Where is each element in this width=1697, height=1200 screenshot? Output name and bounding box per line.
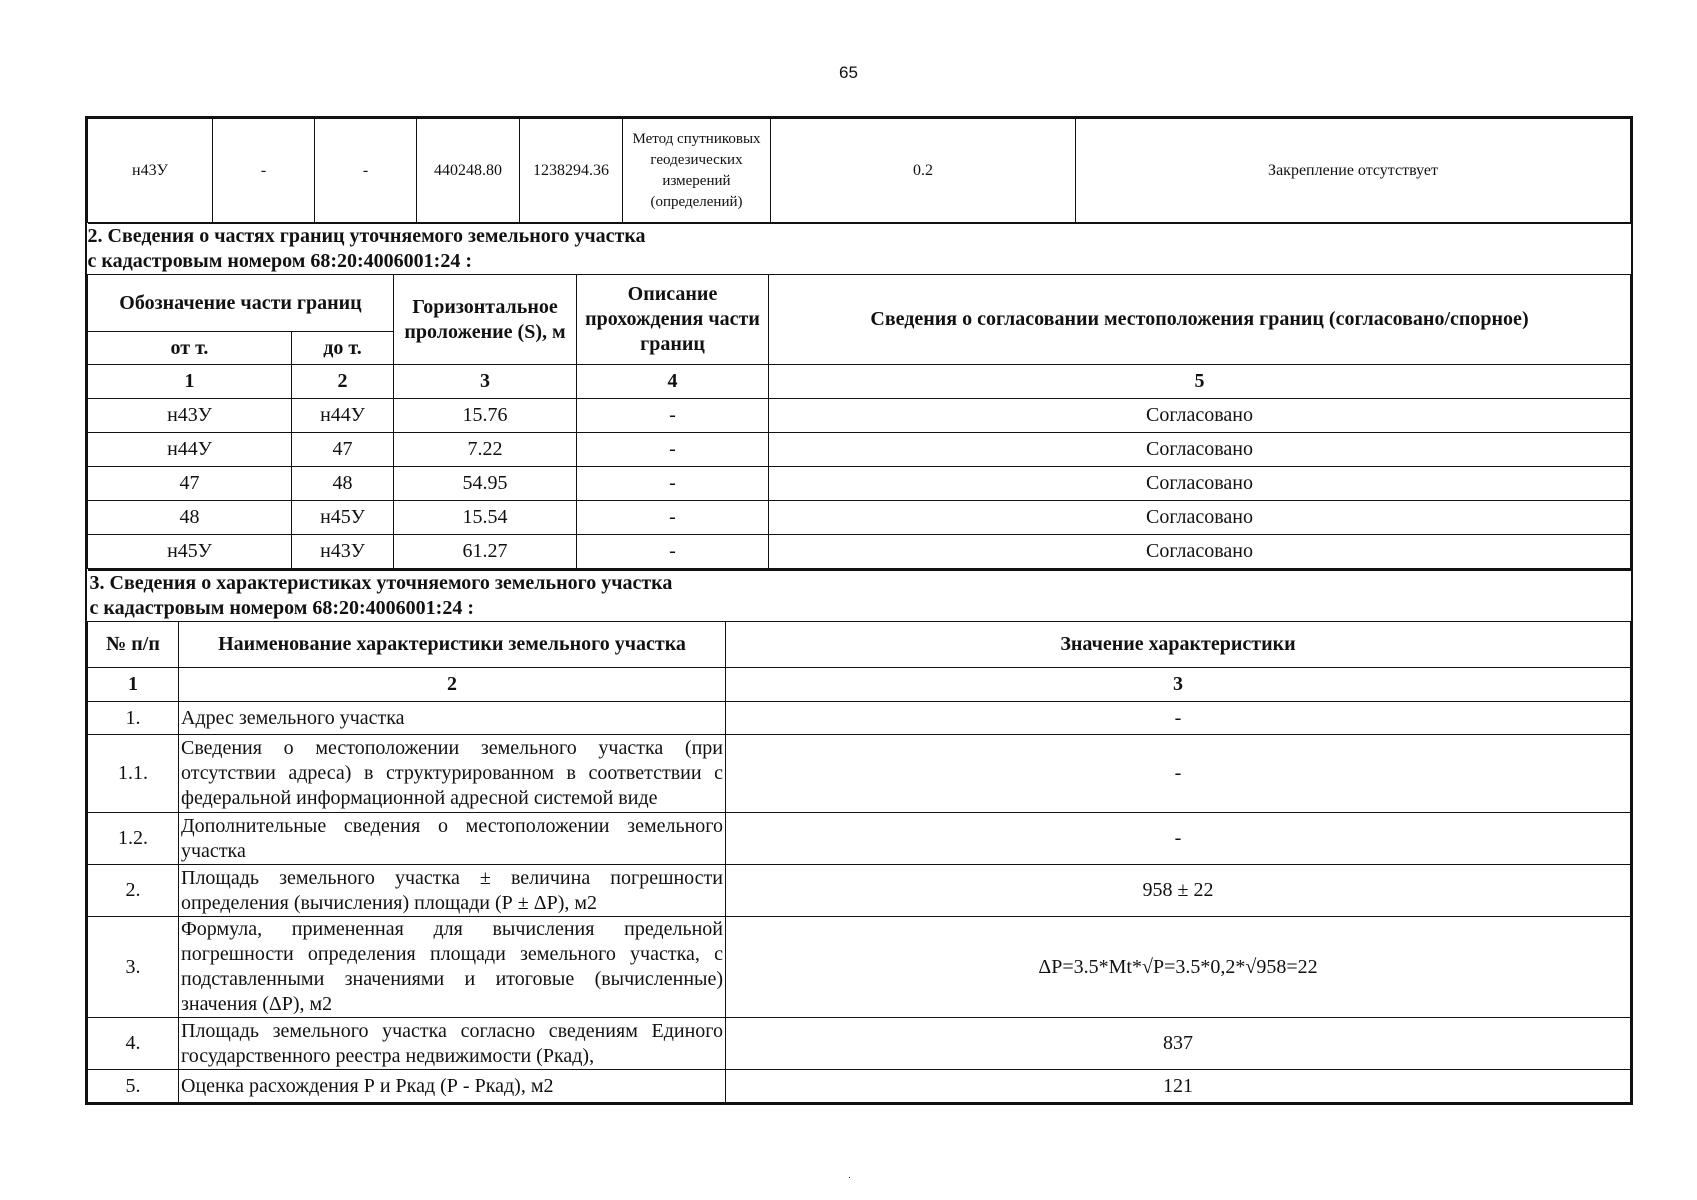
from-point: 48 bbox=[88, 501, 292, 535]
description: - bbox=[577, 501, 769, 535]
agreement-status: Согласовано bbox=[769, 433, 1631, 467]
row-index: 1.2. bbox=[88, 813, 179, 865]
col-number: 5 bbox=[769, 365, 1631, 399]
row-index: 2. bbox=[88, 865, 179, 917]
col-number: 3 bbox=[726, 668, 1631, 702]
characteristic-name: Дополнительные сведения о местоположении земельного участка bbox=[179, 813, 726, 865]
table-row bbox=[88, 433, 1631, 467]
from-point: н44У bbox=[88, 433, 292, 467]
cell-dash: - bbox=[315, 119, 417, 223]
coordinates-table bbox=[87, 118, 1631, 223]
to-point: н45У bbox=[292, 501, 394, 535]
table-row bbox=[88, 399, 1631, 433]
column-numbers-row bbox=[88, 365, 1631, 399]
column-numbers-row bbox=[88, 668, 1631, 702]
table-row bbox=[88, 813, 1631, 865]
from-point: н45У bbox=[88, 535, 292, 569]
distance: 61.27 bbox=[394, 535, 577, 569]
distance: 7.22 bbox=[394, 433, 577, 467]
col-number: 1 bbox=[88, 668, 179, 702]
header-agreement: Сведения о согласовании местоположения границ (согласовано/спорное) bbox=[769, 275, 1631, 365]
characteristic-name: Площадь земельного участка согласно сведениям Единого государственного реестра недвижимости (Ркад), bbox=[179, 1018, 726, 1070]
point-name: н43У bbox=[88, 119, 213, 223]
accuracy-cell: 0.2 bbox=[771, 119, 1076, 223]
row-index: 1. bbox=[88, 702, 179, 735]
from-point: 47 bbox=[88, 467, 292, 501]
description: - bbox=[577, 535, 769, 569]
table-row bbox=[88, 1018, 1631, 1070]
method-cell: Метод спутниковых геодезических измерений (определений) bbox=[623, 119, 771, 223]
row-index: 3. bbox=[88, 917, 179, 1018]
table-row bbox=[88, 702, 1631, 735]
characteristic-name: Оценка расхождения Р и Ркад (Р - Ркад), м2 bbox=[179, 1070, 726, 1103]
to-point: 47 bbox=[292, 433, 394, 467]
table-row bbox=[88, 535, 1631, 569]
cell-dash: - bbox=[213, 119, 315, 223]
description: - bbox=[577, 467, 769, 501]
characteristic-value: 121 bbox=[726, 1070, 1631, 1103]
characteristic-value: ΔР=3.5*Mt*√Р=3.5*0,2*√958=22 bbox=[726, 917, 1631, 1018]
characteristic-name: Формула, примененная для вычисления предельной погрешности определения площади земельного участка, с подставленными значениями и итоговые (вычисленные) значения (ΔР), м2 bbox=[179, 917, 726, 1018]
from-point: н43У bbox=[88, 399, 292, 433]
header-name: Наименование характеристики земельного участка bbox=[179, 622, 726, 668]
header-value: Значение характеристики bbox=[726, 622, 1631, 668]
table-row bbox=[88, 917, 1631, 1018]
description: - bbox=[577, 433, 769, 467]
characteristic-value: 837 bbox=[726, 1018, 1631, 1070]
col-number: 3 bbox=[394, 365, 577, 399]
table-row bbox=[88, 467, 1631, 501]
boundary-parts-table bbox=[87, 223, 1631, 569]
section-2-title-line2: с кадастровым номером 68:20:4006001:24 : bbox=[87, 250, 472, 272]
table-row bbox=[88, 501, 1631, 535]
section-2-title bbox=[88, 224, 1631, 275]
distance: 15.54 bbox=[394, 501, 577, 535]
col-number: 4 bbox=[577, 365, 769, 399]
header-horizontal: Горизонтальное проложение (S), м bbox=[394, 275, 577, 365]
coordinate-x: 440248.80 bbox=[417, 119, 520, 223]
section-3-title-line1: 3. Сведения о характеристиках уточняемого земельного участка bbox=[89, 572, 673, 594]
footer-mark: . bbox=[848, 1170, 851, 1181]
agreement-status: Согласовано bbox=[769, 535, 1631, 569]
characteristic-value: - bbox=[726, 813, 1631, 865]
coordinate-y: 1238294.36 bbox=[520, 119, 623, 223]
section-3-title bbox=[88, 570, 1631, 622]
characteristic-value: - bbox=[726, 702, 1631, 735]
header-from: от т. bbox=[88, 332, 292, 365]
distance: 54.95 bbox=[394, 467, 577, 501]
table-row bbox=[88, 865, 1631, 917]
characteristic-name: Сведения о местоположении земельного участка (при отсутствии адреса) в структурированном в соответствии с федеральной информационной адресной системой виде bbox=[179, 735, 726, 813]
table-row bbox=[88, 735, 1631, 813]
row-index: 4. bbox=[88, 1018, 179, 1070]
table-row bbox=[88, 1070, 1631, 1103]
agreement-status: Согласовано bbox=[769, 501, 1631, 535]
agreement-status: Согласовано bbox=[769, 399, 1631, 433]
characteristics-table bbox=[87, 569, 1631, 1103]
agreement-status: Согласовано bbox=[769, 467, 1631, 501]
to-point: н43У bbox=[292, 535, 394, 569]
header-num: № п/п bbox=[88, 622, 179, 668]
section-2-title-line1: 2. Сведения о частях границ уточняемого земельного участка bbox=[87, 225, 646, 247]
to-point: н44У bbox=[292, 399, 394, 433]
section-3-title-line2: с кадастровым номером 68:20:4006001:24 : bbox=[89, 597, 474, 619]
characteristic-value: - bbox=[726, 735, 1631, 813]
row-index: 1.1. bbox=[88, 735, 179, 813]
characteristic-name: Адрес земельного участка bbox=[179, 702, 726, 735]
table-row bbox=[88, 119, 1631, 223]
row-index: 5. bbox=[88, 1070, 179, 1103]
characteristic-name: Площадь земельного участка ± величина погрешности определения (вычисления) площади (Р ± ΔР), м2 bbox=[179, 865, 726, 917]
header-to: до т. bbox=[292, 332, 394, 365]
col-number: 2 bbox=[292, 365, 394, 399]
col-number: 2 bbox=[179, 668, 726, 702]
header-part-designation: Обозначение части границ bbox=[88, 275, 394, 332]
to-point: 48 bbox=[292, 467, 394, 501]
characteristic-value: 958 ± 22 bbox=[726, 865, 1631, 917]
distance: 15.76 bbox=[394, 399, 577, 433]
col-number: 1 bbox=[88, 365, 292, 399]
document-frame bbox=[85, 116, 1633, 1105]
page-number: 65 bbox=[839, 63, 858, 82]
description: - bbox=[577, 399, 769, 433]
fixation-cell: Закрепление отсутствует bbox=[1076, 119, 1631, 223]
header-description: Описание прохождения части границ bbox=[577, 275, 769, 365]
